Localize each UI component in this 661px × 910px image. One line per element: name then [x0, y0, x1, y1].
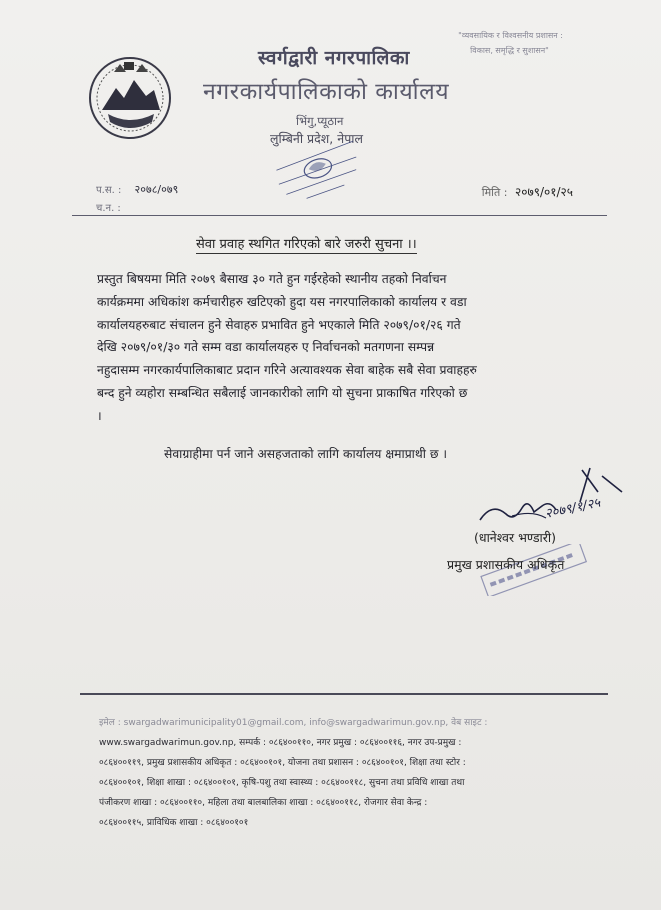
body-line: बन्द हुने व्यहोरा सम्बन्धित सबैलाई जानकारीको लागि यो सुचना प्राकाषित गरिएको छ [97, 385, 468, 400]
patra-value: २०७८/०७९ [134, 183, 179, 196]
body-line: कार्यालयहरुबाट संचालन हुने सेवाहरु प्रभावित हुने भएकाले मिति २०७९/०१/२६ गते [97, 317, 461, 332]
svg-text:२०७९/१/२५: २०७९/१/२५ [543, 495, 602, 522]
municipality-name: स्वर्गद्वारी नगरपालिका [258, 47, 410, 69]
footer-line: ०८६४००११५, प्राविधिक शाखा : ०८६४००१०१ [99, 818, 249, 828]
footer-line: www.swargadwarimun.gov.np, सम्पर्क : ०८६४००११०, नगर प्रमुख : ०८६४००११६, नगर उप-प्रमुख : [99, 738, 462, 748]
date-value: २०७९/०१/२५ [514, 185, 573, 199]
location-line-1: भिंगु,प्यूठान [296, 114, 344, 128]
date-label: मिति : [481, 186, 508, 199]
chalani-label: च.न. : [96, 203, 121, 214]
footer-line: इमेल : swargadwarimunicipality01@gmail.com, info@swargadwarimun.gov.np, वेब साइट : [99, 718, 488, 728]
letter-number [96, 182, 178, 197]
motto: "व्यवसायिक र विश्वसनीय प्रशासन : विकास, समृद्धि र सुशासन" [458, 31, 563, 55]
body-line: देखि २०७९/०१/३० गते सम्म वडा कार्यालयहरु ए निर्वाचनको मतगणना सम्पन्न [97, 340, 435, 355]
patra-label: प.स. : [96, 185, 122, 196]
apology-note: सेवाग्राहीमा पर्न जाने असहजताको लागि कार्यालय क्षमाप्राथी छ । [164, 447, 448, 461]
office-name: नगरकार्यपालिकाको कार्यालय [203, 79, 450, 105]
body-line: । [97, 408, 102, 423]
contact-footer [99, 713, 599, 833]
body-line: नहुदासम्म नगरकार्यपालिकाबाट प्रदान गरिने अत्यावश्यक सेवा बाहेक सबै सेवा प्रवाहहरु [97, 363, 477, 378]
notice-body [97, 268, 571, 428]
header-divider [72, 215, 607, 216]
location-line-2: लुम्बिनी प्रदेश, नेपाल [270, 131, 364, 146]
signatory-name: (धानेश्वर भण्डारी) [474, 530, 556, 545]
body-line: प्रस्तुत बिषयमा मिति २०७९ बैसाख ३० गते हुन गईरहेको स्थानीय तहको निर्वाचन [97, 272, 447, 286]
signatory-title: प्रमुख प्रशासकीय अधिकृत [447, 557, 565, 572]
notice-subject: सेवा प्रवाह स्थगित गरिएको बारे जरुरी सुचना ।। [196, 234, 417, 254]
footer-line: ०८६४००१०१, शिक्षा शाखा : ०८६४००१०१, कृषि-पशु तथा स्वास्थ्य : ०८६४००११८, सुचना तथा प्रविधि शाखा तथा [99, 778, 465, 788]
footer-line: पंजीकरण शाखा : ०८६४००११०, महिला तथा बालबालिका शाखा : ०८६४००११८, रोजगार सेवा केन्द्र : [99, 798, 428, 808]
nepal-emblem-logo [84, 52, 176, 144]
footer-line: ०८६४००११९, प्रमुख प्रशासकीय अधिकृत : ०८६४००१०१, योजना तथा प्रशासन : ०८६४००१०१, शिक्षा तथा स्टोर : [99, 758, 466, 768]
handwritten-signature [472, 462, 632, 532]
letter-date [482, 183, 573, 200]
office-stamp [268, 136, 364, 202]
footer-divider [80, 693, 608, 695]
body-line: कार्यक्रममा अधिकांश कर्मचारीहरु खटिएको हुदा यस नगरपालिकाको कार्यालय र वडा [97, 294, 467, 309]
dispatch-number [96, 200, 121, 214]
